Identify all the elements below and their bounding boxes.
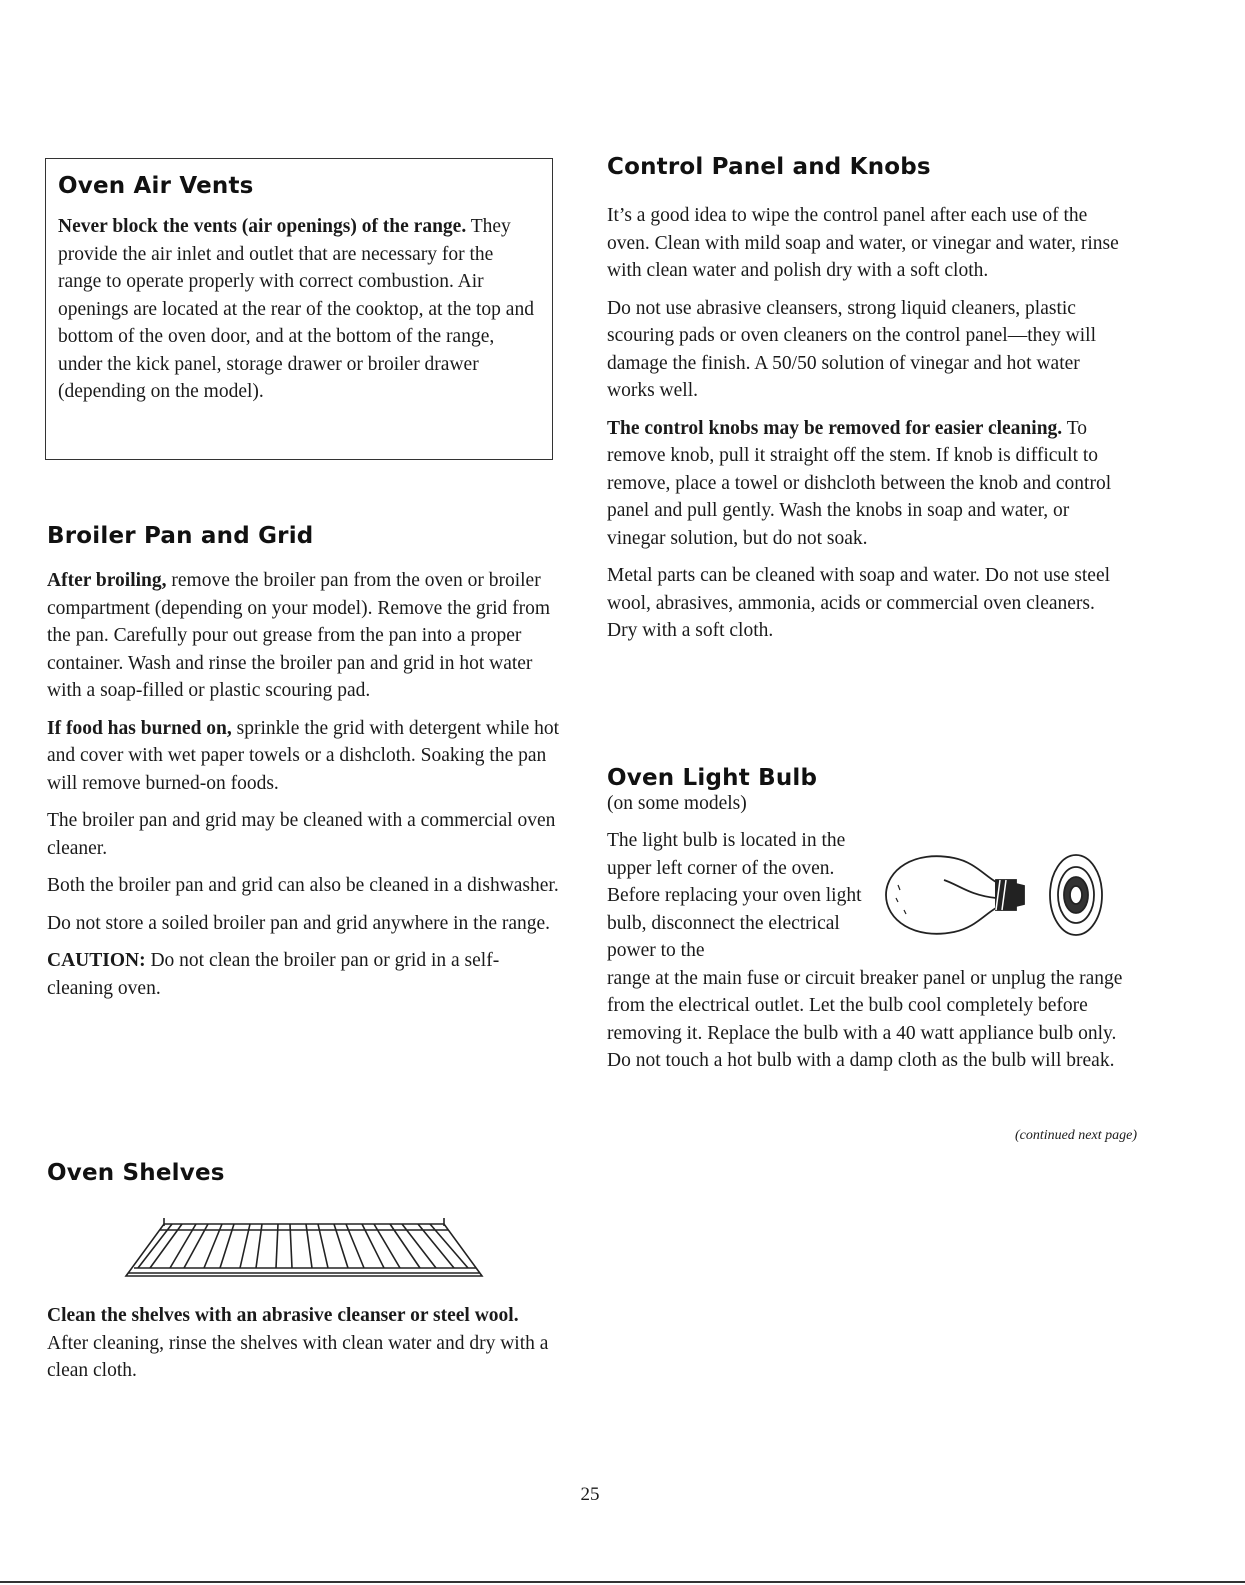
shelves-text (47, 1302, 562, 1385)
shelves-heading: Oven Shelves (47, 1160, 225, 1186)
broiler-caution-label: CAUTION: (47, 950, 146, 971)
light-bulb-text-b: range at the main fuse or circuit breaker panel or unplug the range from the electrical outlet. Let the bulb cool completely before removing it. Replace the bulb with a 40 watt appliance bulb only. Do not touch a hot bulb with a damp cloth as the bulb will break. (607, 967, 1123, 1071)
broiler-caution (47, 947, 562, 1002)
broiler-p5: Do not store a soiled broiler pan and grid anywhere in the range. (47, 912, 551, 934)
control-p1: It’s a good idea to wipe the control panel after each use of the oven. Clean with mild soap and water, or vinegar and water, rinse with clean water and polish dry with a soft cloth. (607, 205, 1119, 281)
control-p4: Metal parts can be cleaned with soap and water. Do not use steel wool, abrasives, ammonia, acids or commercial oven cleaners. Dry with a soft cloth. (607, 565, 1111, 641)
broiler-p1-body: remove the broiler pan from the oven or broiler compartment (depending on your model). Remove the grid from the pan. Carefully pour out grease from the pan into a proper container. Wash and rinse the broiler pan and grid in hot water with a soap-filled or plastic scouring pad. (47, 570, 551, 701)
light-bulb-heading: Oven Light Bulb (607, 765, 818, 791)
broiler-heading: Broiler Pan and Grid (47, 523, 314, 549)
shelves-text-block (47, 1302, 562, 1385)
oven-air-vents-warning: Never block the vents (air openings) of the range. (58, 216, 467, 237)
light-bulb-illustration (884, 840, 1104, 950)
oven-shelf-illustration (124, 1218, 484, 1280)
control-p3-lead: The control knobs may be removed for easier cleaning. (607, 417, 1063, 439)
light-bulb-text-a: The light bulb is located in the upper left corner of the oven. Before replacing your oven light bulb, disconnect the electrical power to the (607, 830, 862, 961)
broiler-section (47, 523, 562, 1002)
broiler-p2 (47, 715, 562, 798)
shelves-section (47, 1160, 562, 1186)
shelves-lead: Clean the shelves with an abrasive cleanser or steel wool. (47, 1305, 519, 1326)
continued-note: (continued next page) (1014, 1128, 1137, 1143)
control-panel-section (607, 154, 1127, 645)
oven-air-vents-heading: Oven Air Vents (58, 173, 254, 199)
control-p2: Do not use abrasive cleansers, strong liquid cleaners, plastic scouring pads or oven cleaners on the control panel—they will damage the finish. A 50/50 solution of vinegar and hot water works well. (607, 297, 1096, 401)
control-p3 (607, 415, 1127, 553)
broiler-p1 (47, 567, 562, 705)
oven-air-vents-text (58, 213, 540, 406)
broiler-p2-body: sprinkle the grid with detergent while hot and cover with wet paper towels or a dishcloth. Soaking the pan will remove burned-on foods. (47, 717, 560, 794)
oven-air-vents-body: They provide the air inlet and outlet that are necessary for the range to operate properly with correct combustion. Air openings are located at the rear of the cooktop, at the top and bottom of the oven door, and at the bottom of the range, under the kick panel, storage drawer or broiler drawer (depending on the model). (58, 216, 534, 402)
page-number: 25 (580, 1484, 600, 1505)
bottom-rule (0, 1581, 1245, 1583)
control-panel-heading: Control Panel and Knobs (607, 154, 931, 180)
broiler-p4: Both the broiler pan and grid can also be cleaned in a dishwasher. (47, 875, 559, 896)
light-bulb-subtitle: (on some models) (607, 793, 747, 814)
broiler-p1-lead: After broiling, (47, 570, 167, 591)
broiler-p2-lead: If food has burned on, (47, 717, 232, 739)
control-p3-body: To remove knob, pull it straight off the stem. If knob is difficult to remove, place a towel or dishcloth between the knob and control panel and pull gently. Wash the knobs in soap and water, or vinegar solution, but do not soak. (607, 417, 1112, 549)
broiler-caution-body: Do not clean the broiler pan or grid in a self-cleaning oven. (47, 950, 500, 999)
broiler-p3: The broiler pan and grid may be cleaned with a commercial oven cleaner. (47, 810, 556, 859)
shelves-body: After cleaning, rinse the shelves with clean water and dry with a clean cloth. (47, 1332, 549, 1381)
oven-air-vents-box (45, 158, 553, 460)
